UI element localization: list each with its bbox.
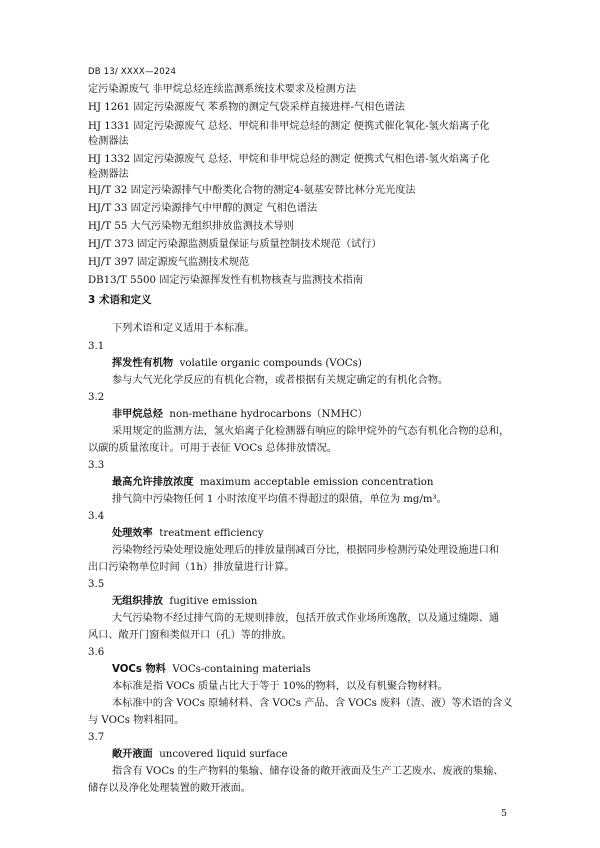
term-english: uncovered liquid surface <box>159 749 288 760</box>
term-heading <box>112 476 433 490</box>
term-english: treatment efficiency <box>159 528 264 539</box>
term-chinese: 最高允许排放浓度 <box>112 477 194 488</box>
reference-line: HJ/T 32 固定污染源排气中酚类化合物的测定4-氨基安替比林分光光度法 <box>88 185 416 196</box>
reference-line: HJ/T 373 固定污染源监测质量保证与质量控制技术规范（试行） <box>88 239 382 250</box>
reference-line: 定污染源废气 非甲烷总烃连续监测系统技术要求及检测方法 <box>88 84 357 95</box>
term-definition: 风口、敞开门窗和类似开口（孔）等的排放。 <box>88 630 292 641</box>
reference-line: HJ 1261 固定污染源废气 苯系物的测定气袋采样直接进样-气相色谱法 <box>88 102 405 113</box>
term-number: 3.5 <box>88 579 105 590</box>
term-definition: 以碳的质量浓度计。可用于表征 VOCs 总体排放情况。 <box>88 443 337 454</box>
term-heading <box>112 748 288 762</box>
term-heading <box>112 663 311 677</box>
term-definition: 储存以及净化处理装置的敞开液面。 <box>88 783 251 794</box>
term-definition: 本标准是指 VOCs 质量占比大于等于 10%的物料，以及有机聚合物材料。 <box>112 681 448 692</box>
term-definition: 参与大气光化学反应的有机化合物，或者根据有关规定确定的有机化合物。 <box>112 375 449 386</box>
term-number: 3.1 <box>88 341 105 352</box>
reference-line: DB13/T 5500 固定污染源挥发性有机物核查与监测技术指南 <box>88 275 363 286</box>
term-chinese: 非甲烷总烃 <box>112 409 163 420</box>
term-definition: 指含有 VOCs 的生产物料的集输、储存设备的敞开液面及生产工艺废水、废液的集输、 <box>112 766 504 777</box>
term-heading <box>112 357 362 371</box>
term-definition: 采用规定的监测方法，氢火焰离子化检测器有响应的除甲烷外的气态有机化合物的总和， <box>112 426 510 437</box>
term-definition: 与 VOCs 物料相同。 <box>88 715 185 726</box>
term-number: 3.2 <box>88 392 105 403</box>
term-definition: 排气筒中污染物任何 1 小时浓度平均值不得超过的限值，单位为 mg/m³。 <box>112 494 447 505</box>
term-english: maximum acceptable emission concentration <box>199 477 434 488</box>
reference-line: HJ/T 397 固定源废气监测技术规范 <box>88 257 250 268</box>
term-heading <box>112 527 264 541</box>
term-chinese: 敞开液面 <box>112 749 153 760</box>
reference-line: 检测器法 <box>88 169 129 180</box>
term-english: volatile organic compounds (VOCs) <box>179 358 362 369</box>
term-definition: 大气污染物不经过排气筒的无规则排放，包括开放式作业场所逸散，以及通过缝隙、通 <box>112 613 500 624</box>
term-number: 3.6 <box>88 647 105 658</box>
standard-code-header: DB 13/ XXXX—2024 <box>88 67 177 77</box>
term-english: non-methane hydrocarbons（NMHC） <box>169 409 368 420</box>
term-number: 3.7 <box>88 732 105 743</box>
reference-line: 检测器法 <box>88 136 129 147</box>
term-english: VOCs-containing materials <box>172 664 311 675</box>
term-chinese: 无组织排放 <box>112 596 163 607</box>
reference-line: HJ 1331 固定污染源废气 总烃、甲烷和非甲烷总烃的测定 便携式催化氧化-氢火焰离子化 <box>88 121 490 132</box>
term-chinese: 挥发性有机物 <box>112 358 174 369</box>
term-heading <box>112 408 368 422</box>
term-definition: 本标准中的含 VOCs 原辅材料、含 VOCs 产品、含 VOCs 废料（渣、液）等术语的含义 <box>112 698 513 709</box>
term-chinese: 处理效率 <box>112 528 153 539</box>
term-number: 3.3 <box>88 460 105 471</box>
section-intro: 下列术语和定义适用于本标准。 <box>112 323 255 334</box>
term-english: fugitive emission <box>169 596 258 607</box>
term-heading <box>112 595 257 609</box>
page-number: 5 <box>501 808 508 819</box>
reference-line: HJ/T 55 大气污染物无组织排放监测技术导则 <box>88 221 294 232</box>
term-definition: 出口污染物单位时间（1h）排放量进行计算。 <box>88 562 295 573</box>
reference-line: HJ/T 33 固定污染源排气中甲醇的测定 气相色谱法 <box>88 203 318 214</box>
term-chinese: VOCs 物料 <box>112 664 166 675</box>
term-number: 3.4 <box>88 511 105 522</box>
section-title: 3 术语和定义 <box>88 294 152 306</box>
reference-line: HJ 1332 固定污染源废气 总烃、甲烷和非甲烷总烃的测定 便携式气相色谱-氢火焰离子化 <box>88 154 490 165</box>
term-definition: 污染物经污染处理设施处理后的排放量削减百分比，根据同步检测污染处理设施进口和 <box>112 545 500 556</box>
